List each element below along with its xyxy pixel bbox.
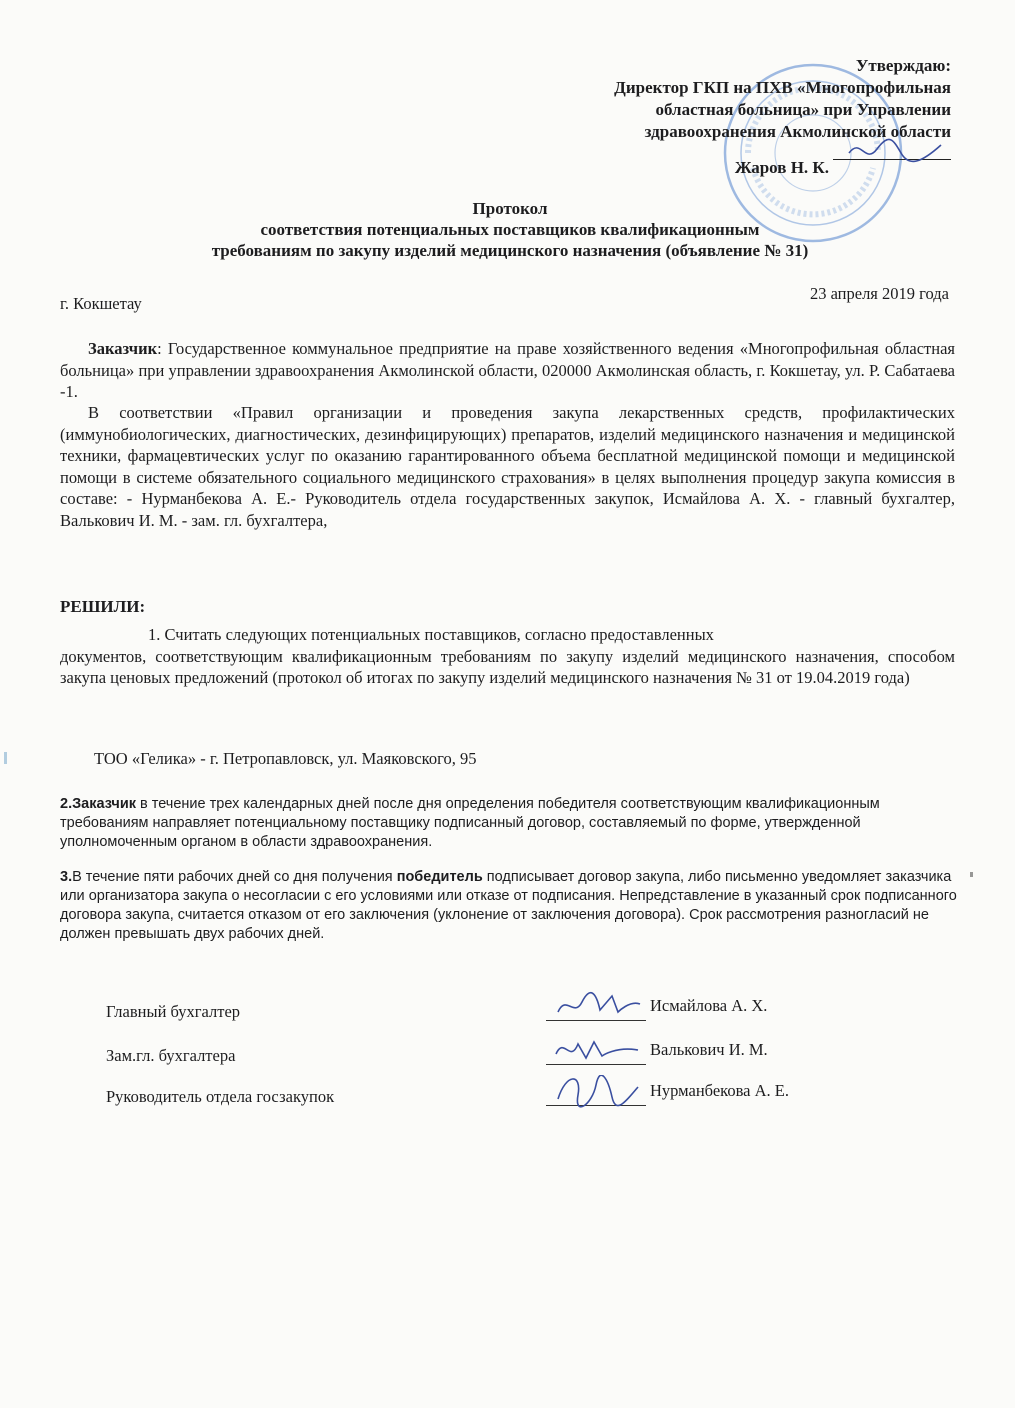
signature-name: Валькович И. М. [650, 1040, 768, 1059]
scan-artifact [970, 872, 973, 877]
approval-heading: Утверждаю: [855, 56, 951, 75]
signature-role: Главный бухгалтер [106, 1002, 241, 1021]
approval-signer [511, 143, 951, 179]
signature-line [546, 1042, 646, 1065]
title-line-2: соответствия потенциальных поставщиков квалификационным [260, 220, 760, 239]
item-3-bold: победитель [396, 869, 483, 885]
commission-paragraph: В соответствии «Правил организации и проведения закупа лекарственных средств, профилактических (иммунобиологических, диагностических, дезинфицирующих) препаратов, изделий медицинского назначения и медицинской техники, фармацевтических услуг по оказанию гарантированного объема бесплатной медицинской помощи и медицинской помощи в системе обязательного социального медицинского страхования» в целях выполнения процедур закупа комиссия в составе: - Нурманбекова А. Е.- Руководитель отдела государственных закупок, Исмайлова А. Х. - главный бухгалтер, Валькович И. М. - зам. гл. бухгалтера, [60, 403, 955, 530]
signature-line [546, 998, 646, 1021]
handwritten-signature [552, 1034, 642, 1066]
director-signature-line [833, 143, 951, 160]
supplier-entry: ТОО «Гелика» - г. Петропавловск, ул. Маяковского, 95 [94, 749, 477, 768]
document-date: 23 апреля 2019 года [809, 284, 949, 303]
title-line-1: Протокол [472, 199, 548, 218]
resolved-heading: РЕШИЛИ: [60, 597, 146, 616]
signature-line [546, 1083, 646, 1106]
signature-name: Нурманбекова А. Е. [650, 1081, 789, 1100]
handwritten-signature [552, 990, 642, 1022]
scan-artifact [4, 752, 7, 764]
customer-paragraph [60, 338, 955, 403]
document-title [60, 198, 960, 261]
approval-signer-name: Жаров Н. К. [734, 158, 829, 177]
city: г. Кокшетау [60, 294, 142, 313]
approval-organization: областная больница» при Управлении [655, 100, 951, 119]
handwritten-signature [552, 1075, 642, 1109]
item-2-text: в течение трех календарных дней после дня определения победителя соответствующим квалификационным требованиям направляет потенциальному поставщику подписанный договор, составляемый по форме, утвержденной уполномоченным органом в области здравоохранения. [60, 796, 880, 850]
item-2-bold: Заказчик [72, 796, 136, 812]
item-1-paragraph [60, 624, 955, 689]
signature-row [0, 1081, 1015, 1111]
item-3-text-a: В течение пяти рабочих дней со дня получения [72, 869, 397, 885]
title-line-3: требованиям по закупу изделий медицинского назначения (объявление № 31) [211, 241, 809, 260]
signature-row [0, 1040, 1015, 1070]
item-3-number: 3. [60, 869, 73, 885]
signature-role: Руководитель отдела госзакупок [106, 1087, 335, 1106]
signature-row [0, 996, 1015, 1026]
signature-role: Зам.гл. бухгалтера [106, 1046, 236, 1065]
item-2-paragraph [60, 795, 960, 852]
customer-text: : Государственное коммунальное предприятие на праве хозяйственного ведения «Многопрофильная областная больница» при управлении здравоохранения Акмолинской области, 020000 Акмолинская область, г. Кокшетау, ул. Р. Сабатаева -1. [60, 339, 955, 401]
item-1-first-line: 1. Считать следующих потенциальных поставщиков, согласно предоставленных [148, 625, 714, 644]
approval-organization-cont: здравоохранения Акмолинской области [644, 122, 951, 141]
director-signature [841, 135, 951, 165]
item-3-text-b: подписывает договор закупа, либо письменно уведомляет заказчика или организатора закупа о несогласии с его условиями или отказе от подписания. Непредставление в указанный срок подписанного договора закупа, считается отказом от его заключения (уклонение от заключения договора). Срок рассмотрения разногласий не должен превышать двух рабочих дней. [60, 869, 957, 942]
item-3-paragraph [60, 868, 960, 944]
item-1-text: документов, соответствующим квалификационным требованиям по закупу изделий медицинского назначения, способом закупа ценовых предложений (протокол об итогах по закупу изделий медицинского назначения № 31 от 19.04.2019 года) [60, 646, 955, 687]
approval-position: Директор ГКП на ПХВ «Многопрофильная [614, 78, 951, 97]
item-2-number: 2. [60, 796, 73, 812]
customer-label: Заказчик [88, 339, 158, 358]
signature-name: Исмайлова А. Х. [650, 996, 768, 1015]
approval-block [511, 55, 951, 179]
